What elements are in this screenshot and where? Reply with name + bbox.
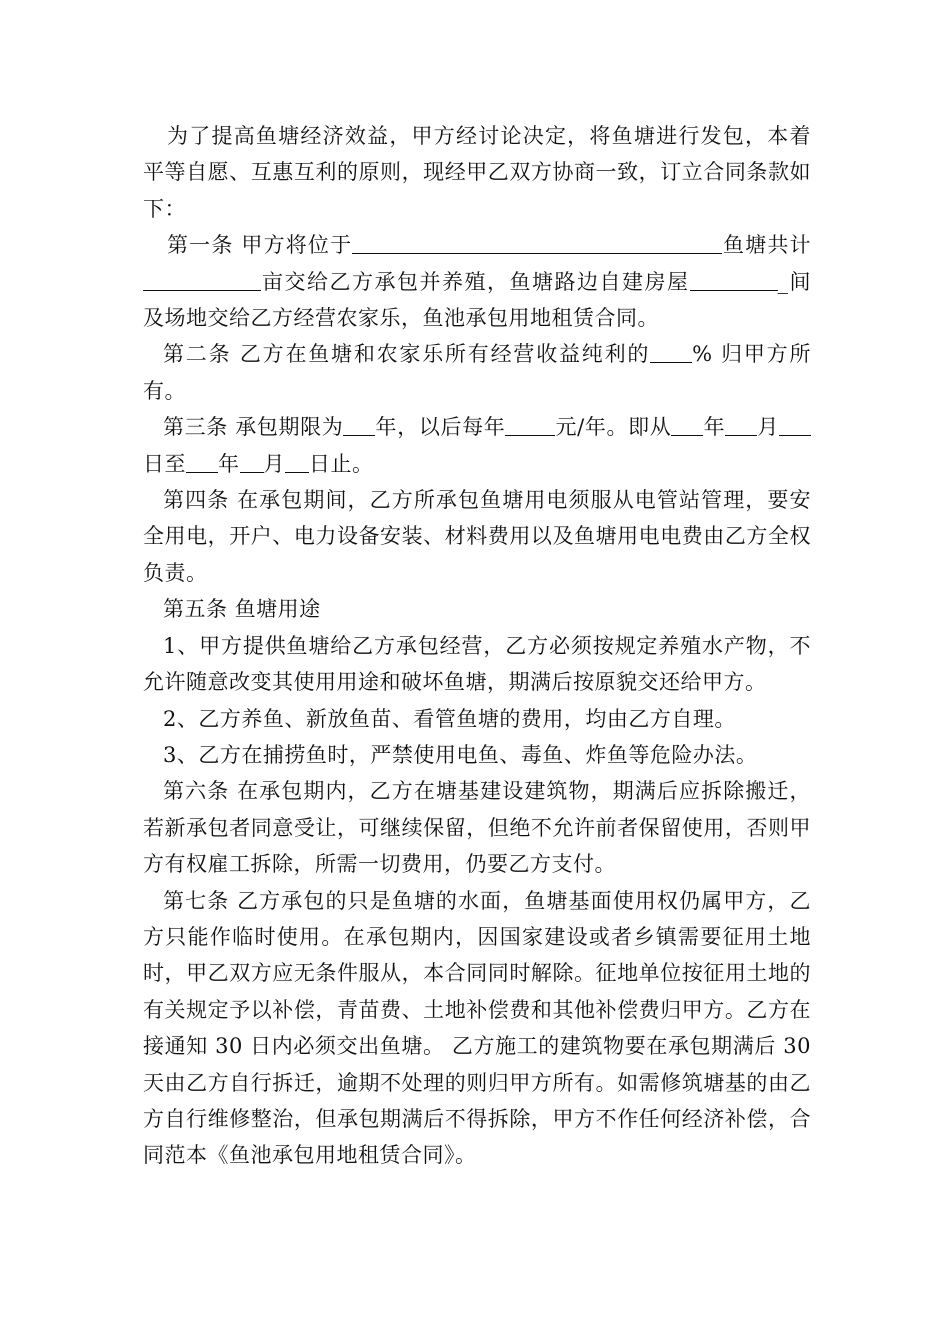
article-3-text-a: 第三条 承包期限为 (163, 415, 344, 440)
article-1-text-a: 第一条 甲方将位于 (167, 233, 353, 258)
article-1-text-b: 鱼塘共计 (722, 233, 811, 258)
article-3-text-d: 年 (703, 415, 726, 440)
article-3-text-b: 年，以后每年 (375, 415, 506, 440)
article-1-text-d: _间及场地交给乙方经营农家乐，鱼池承包用地租赁合同。 (143, 269, 811, 331)
article-5-item-2: 2、乙方养鱼、新放鱼苗、看管鱼塘的费用，均由乙方自理。 (163, 706, 736, 731)
article-2 (143, 336, 811, 409)
end-month-blank (240, 452, 264, 473)
article-2-text-a: 第二条 乙方在鱼塘和农家乐所有经营收益纯利的 (163, 342, 651, 367)
article-3-text-c: 元/年。即从 (555, 415, 672, 440)
article-3-text-h: 月 (263, 451, 285, 476)
article-3-text-f: 日至 (143, 451, 186, 476)
article-2-text-b: % 归甲方所有。 (143, 342, 811, 403)
article-3-text-i: 日止。 (309, 451, 374, 476)
article-3 (143, 409, 811, 482)
article-4: 第四条 在承包期间，乙方所承包鱼塘用电须服从电管站管理，要安全用电，开户、电力设备安装、材料费用以及鱼塘用电电费由乙方全权负责。 (143, 488, 811, 585)
house-count-blank (690, 270, 778, 291)
intro-paragraph: 为了提高鱼塘经济效益，甲方经讨论决定，将鱼塘进行发包，本着平等自愿、互惠互利的原则，现经甲乙双方协商一致，订立合同条款如下： (143, 124, 811, 221)
article-5-item-3: 3、乙方在捕捞鱼时，严禁使用电鱼、毒鱼、炸鱼等危险办法。 (163, 742, 758, 767)
term-years-blank (343, 415, 375, 436)
location-blank (352, 233, 722, 254)
article-3-text-e: 月 (757, 415, 779, 440)
profit-percent-blank (650, 342, 692, 363)
contract-body (143, 118, 811, 1174)
area-blank (143, 270, 261, 291)
end-day-blank (285, 452, 309, 473)
article-5-title: 第五条 鱼塘用途 (163, 597, 321, 622)
end-year-blank (186, 452, 218, 473)
start-month-blank (725, 415, 757, 436)
article-1 (143, 227, 811, 336)
article-3-text-g: 年 (218, 451, 240, 476)
article-5-item-1: 1、甲方提供鱼塘给乙方承包经营，乙方必须按规定养殖水产物，不允许随意改变其使用用途和破坏鱼塘，期满后按原貌交还给甲方。 (143, 633, 811, 695)
start-day-blank (779, 415, 811, 436)
article-1-text-c: 亩交给乙方承包并养殖，鱼塘路边自建房屋 (261, 269, 690, 294)
article-6: 第六条 在承包期内，乙方在塘基建设建筑物，期满后应拆除搬迁，若新承包者同意受让，可继续保留，但绝不允许前者保留使用，否则甲方有权雇工拆除，所需一切费用，仍要乙方支付。 (143, 779, 811, 877)
start-year-blank (671, 415, 703, 436)
article-7: 第七条 乙方承包的只是鱼塘的水面，鱼塘基面使用权仍属甲方，乙方只能作临时使用。在承包期内，因国家建设或者乡镇需要征用土地时，甲乙双方应无条件服从，本合同同时解除。征地单位按征用土地的有关规定予以补偿，青苗费、土地补偿费和其他补偿费归甲方。乙方在接通知 30 日内必须交出鱼塘。 乙方施工的建筑物要在承包期满后 30 天由乙方自行拆迁，逾期不处理的则归甲方所有。如需修筑塘基的由乙方自行维修整治，但承包期满后不得拆除，甲方不作任何经济补偿，合同范本《鱼池承包用地租赁合同》。 (143, 888, 811, 1168)
annual-fee-blank (505, 415, 555, 436)
